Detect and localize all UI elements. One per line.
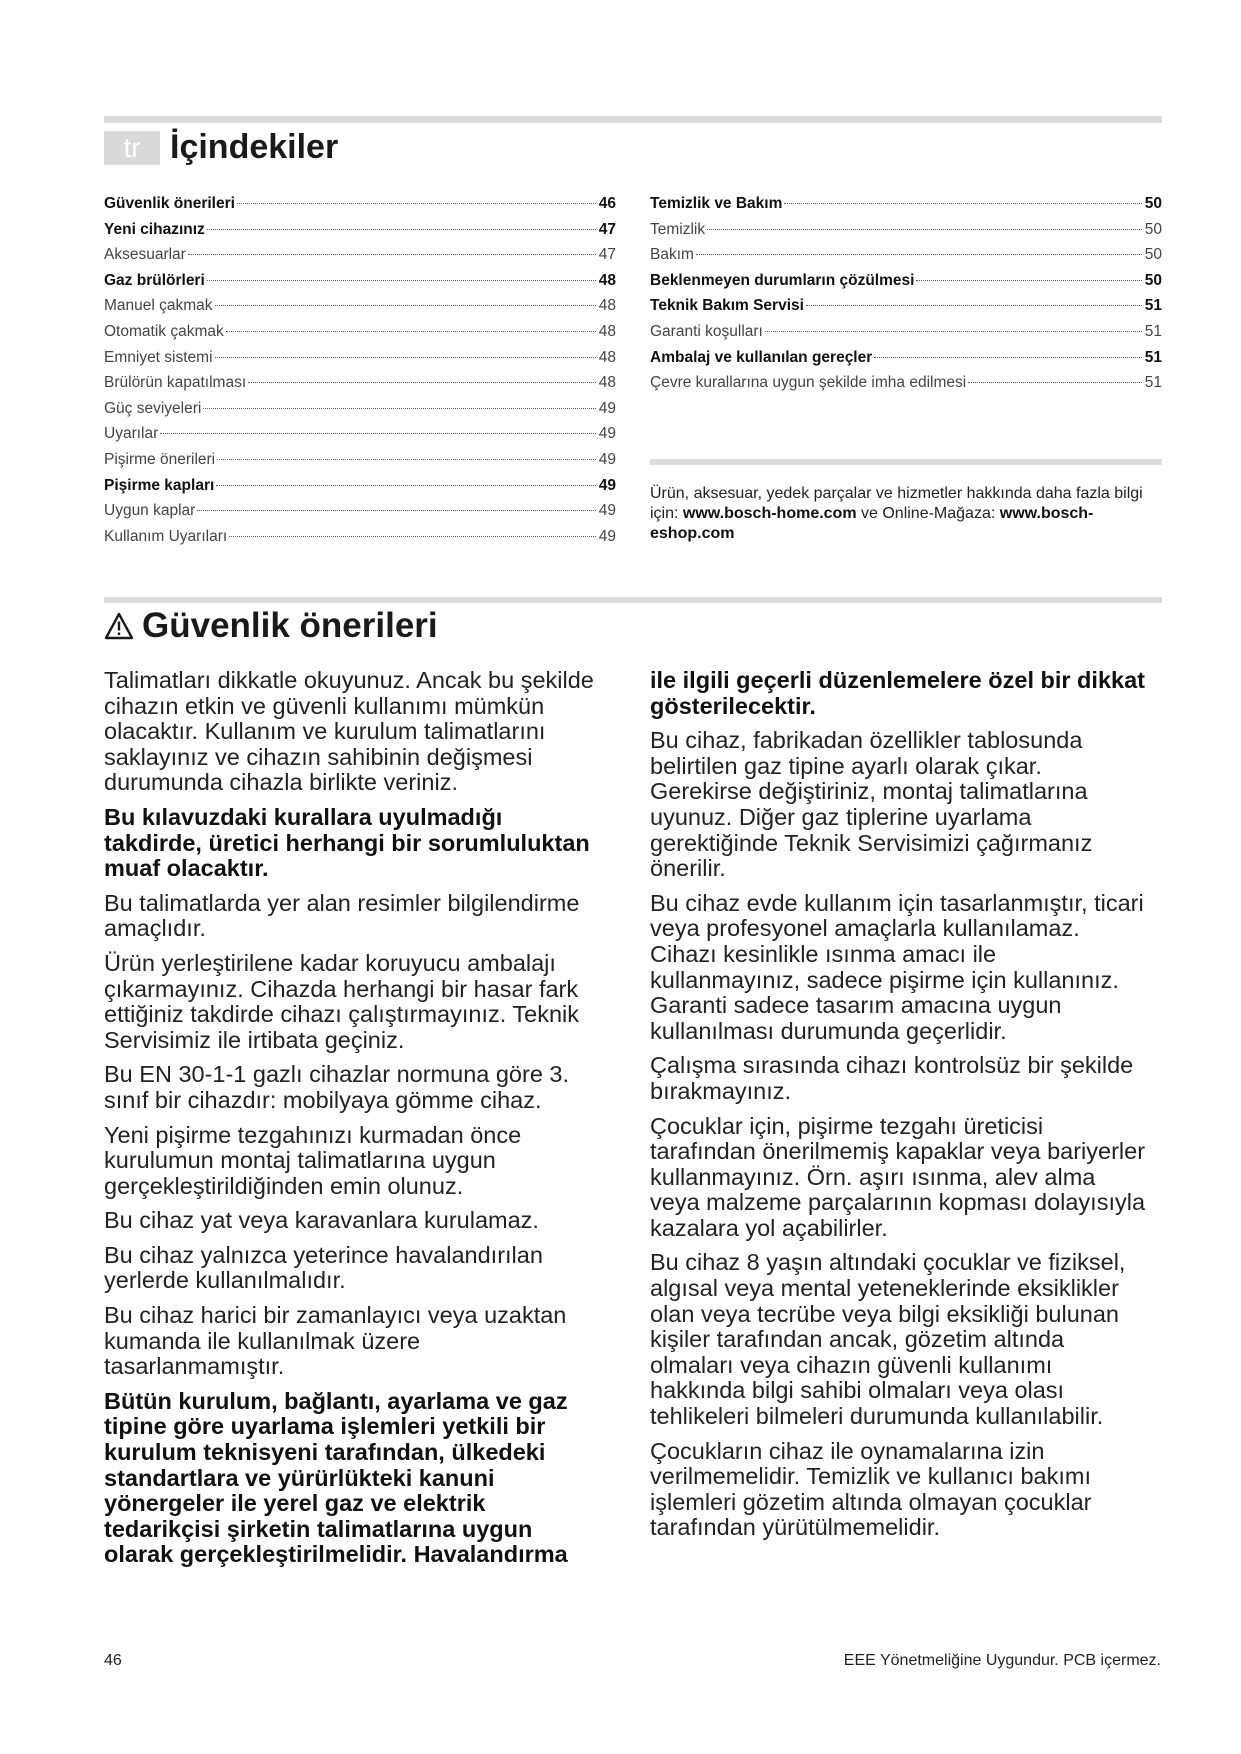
toc-entry-page: 48: [598, 348, 616, 366]
safety-heading: [104, 606, 438, 646]
toc-entry-page: 49: [598, 527, 616, 545]
toc-dot-leader: [207, 228, 596, 230]
paragraph: Çalışma sırasında cihazı kontrolsüz bir şekilde bırakmayınız.: [650, 1052, 1134, 1104]
toc-entry-page: 47: [598, 246, 616, 264]
toc-entry-label: Pişirme önerileri: [104, 450, 216, 468]
toc-entry-page: 50: [1144, 246, 1162, 264]
toc-dot-leader: [160, 432, 596, 434]
toc-entry-page: 49: [598, 450, 616, 468]
toc-entry-label: Otomatik çakmak: [104, 322, 224, 340]
toc-entry-page: 47: [598, 220, 616, 238]
toc-entry-label: Çevre kurallarına uygun şekilde imha edilmesi: [650, 374, 967, 392]
toc-entry-page: 48: [598, 374, 616, 392]
toc-entry-page: 50: [1144, 271, 1162, 289]
toc-dot-leader: [217, 458, 596, 460]
info-text: Ürün, aksesuar, yedek parçalar ve hizmetler hakkında daha fazla bilgi için:: [650, 485, 1143, 522]
toc-dot-leader: [916, 279, 1142, 281]
toc-entry[interactable]: [650, 319, 1162, 345]
toc-entry-page: 50: [1144, 195, 1162, 212]
paragraph: Bu cihaz 8 yaşın altındaki çocuklar ve fiziksel, algısal veya mental yeteneklerinde eksiklikler olan veya tecrübe veya bilgi eksikliği bulunan kişiler tarafından ancak, gözetim altında olmaları veya cihazın güvenli kullanımı hakkında bilgi sahibi olmaları veya olası tehlikeleri bilmeleri durumunda kullanılabilir.: [650, 1249, 1126, 1430]
toc-dot-leader: [207, 279, 596, 281]
toc-entry-label: Teknik Bakım Servisi: [650, 297, 804, 315]
toc-entry[interactable]: [104, 293, 616, 319]
toc-entry[interactable]: [104, 473, 616, 499]
toc-entry[interactable]: [104, 498, 616, 524]
toc-entry-label: Garanti koşulları: [650, 322, 763, 340]
toc-entry-label: Aksesuarlar: [104, 246, 186, 264]
toc-entry-page: 46: [598, 195, 616, 212]
toc-header: [104, 128, 338, 167]
toc-dot-leader: [229, 535, 596, 537]
toc-entry[interactable]: [650, 191, 1162, 217]
toc-entry-label: Ambalaj ve kullanılan gereçler: [650, 348, 873, 366]
toc-dot-leader: [248, 381, 596, 383]
toc-entry-label: Temizlik: [650, 220, 706, 238]
toc-entry-label: Güvenlik önerileri: [104, 195, 235, 212]
toc-entry-page: 50: [1144, 220, 1162, 238]
toc-entry[interactable]: [104, 242, 616, 268]
toc-entry-page: 49: [598, 476, 616, 494]
toc-entry-label: Yeni cihazınız: [104, 220, 205, 238]
warning-triangle-icon: [104, 612, 134, 640]
toc-entry-page: 48: [598, 297, 616, 315]
paragraph-bold: ile ilgili geçerli düzenlemelere özel bir dikkat gösterilecektir.: [650, 667, 1145, 719]
page-number: 46: [104, 1652, 122, 1669]
toc-entry-page: 49: [598, 399, 616, 417]
paragraph-bold: Bütün kurulum, bağlantı, ayarlama ve gaz tipine göre uyarlama işlemleri yetkili bir kurulum teknisyeni tarafından, ülkedeki standartlara ve yürürlükteki kanuni yönergeler ile yerel gaz ve elektrik tedarikçisi şirketin talimatlarına uygun olarak gerçekleştirilmelidir. Havalandırma: [104, 1387, 568, 1568]
toc-dot-leader: [226, 330, 596, 332]
paragraph: Çocukların cihaz ile oynamalarına izin verilmemelidir. Temizlik ve kullanıcı bakımı işlemleri gözetim altında olmayan çocuklar tarafından yürütülmemelidir.: [650, 1437, 1092, 1541]
toc-dot-leader: [707, 228, 1142, 230]
safety-top-rule: [104, 597, 1162, 603]
paragraph: Çocuklar için, pişirme tezgahı üreticisi tarafından önerilmemiş kapaklar veya bariyerler kullanmayınız. Örn. aşırı ısınma, alev alma veya malzeme parçalarının kopması dolayısıyla kazalara yol açabilirler.: [650, 1112, 1146, 1241]
info-text: ve Online-Mağaza:: [856, 505, 1000, 522]
toc-entry[interactable]: [650, 345, 1162, 371]
toc-entry[interactable]: [104, 319, 616, 345]
toc-entry-label: Emniyet sistemi: [104, 348, 213, 366]
toc-entry-label: Kullanım Uyarıları: [104, 527, 228, 545]
toc-entry-page: 51: [1144, 322, 1162, 340]
toc-entry[interactable]: [650, 268, 1162, 294]
paragraph: Bu cihaz evde kullanım için tasarlanmıştır, ticari veya profesyonel amaçlarla kullanılamaz. Cihazı kesinlikle ısınma amacı ile kullanmayınız, sadece pişirme için kullanınız. Garanti sadece tasarım amacına uygun kullanılması durumunda geçerlidir.: [650, 889, 1144, 1044]
toc-entry[interactable]: [104, 268, 616, 294]
toc-entry[interactable]: [104, 524, 616, 550]
bosch-home-link[interactable]: www.bosch-home.com: [682, 505, 857, 522]
page-title: İçindekiler: [170, 128, 339, 166]
toc-top-rule: [104, 116, 1162, 123]
toc-entry[interactable]: [104, 191, 616, 217]
paragraph-bold: Bu kılavuzdaki kurallara uyulmadığı takdirde, üretici herhangi bir sorumluluktan muaf olacaktır.: [104, 803, 590, 882]
toc-right-column: [650, 191, 1162, 396]
toc-entry[interactable]: [650, 370, 1162, 396]
toc-dot-leader: [215, 356, 596, 358]
toc-entry[interactable]: [650, 217, 1162, 243]
info-rule: [650, 459, 1162, 465]
paragraph: Talimatları dikkatle okuyunuz. Ancak bu şekilde cihazın etkin ve güvenli kullanımı mümkün olacaktır. Kullanım ve kurulum talimatlarını saklayınız ve cihazın sahibinin değişmesi durumunda cihazla birlikte veriniz.: [104, 667, 594, 796]
toc-left-column: [104, 191, 616, 549]
toc-entry[interactable]: [104, 396, 616, 422]
toc-dot-leader: [784, 202, 1142, 204]
toc-entry[interactable]: [104, 345, 616, 371]
toc-entry-page: 48: [598, 271, 616, 289]
language-badge: tr: [104, 131, 160, 165]
toc-dot-leader: [874, 356, 1142, 358]
paragraph: Bu cihaz harici bir zamanlayıcı veya uzaktan kumanda ile kullanılmak üzere tasarlanmamıştır.: [104, 1302, 567, 1380]
toc-entry[interactable]: [650, 293, 1162, 319]
toc-entry[interactable]: [104, 217, 616, 243]
toc-dot-leader: [806, 304, 1142, 306]
toc-entry-page: 51: [1144, 374, 1162, 392]
toc-entry-label: Beklenmeyen durumların çözülmesi: [650, 271, 915, 289]
toc-entry-label: Güç seviyeleri: [104, 399, 202, 417]
safety-left-column: [104, 668, 604, 1577]
toc-dot-leader: [203, 407, 596, 409]
toc-entry-label: Brülörün kapatılması: [104, 374, 247, 392]
toc-entry-label: Pişirme kapları: [104, 476, 215, 494]
paragraph: Bu cihaz yat veya karavanlara kurulamaz.: [104, 1207, 539, 1234]
toc-entry-label: Uyarılar: [104, 425, 159, 443]
toc-entry-page: 51: [1144, 348, 1162, 366]
toc-entry-label: Gaz brülörleri: [104, 271, 205, 289]
toc-entry-page: 49: [598, 502, 616, 520]
toc-dot-leader: [197, 509, 596, 511]
toc-entry[interactable]: [104, 447, 616, 473]
toc-entry[interactable]: [650, 242, 1162, 268]
paragraph: Yeni pişirme tezgahınızı kurmadan önce kurulumun montaj talimatlarına uygun gerçekleştirildiğinden emin olunuz.: [104, 1121, 522, 1199]
footer-note: EEE Yönetmeliğine Uygundur. PCB içermez.: [843, 1652, 1161, 1669]
toc-entry-label: Temizlik ve Bakım: [650, 195, 783, 212]
paragraph: Bu cihaz, fabrikadan özellikler tablosunda belirtilen gaz tipine ayarlı olarak çıkar. Gerekirse değiştiriniz, montaj talimatlarına uyunuz. Diğer gaz tiplerine uyarlama gerektiğinde Teknik Servisimizi çağırmanız önerilir.: [650, 727, 1093, 882]
toc-dot-leader: [765, 330, 1142, 332]
toc-dot-leader: [696, 253, 1142, 255]
toc-entry-label: Uygun kaplar: [104, 502, 196, 520]
toc-entry-page: 48: [598, 322, 616, 340]
toc-dot-leader: [968, 381, 1142, 383]
paragraph: Ürün yerleştirilene kadar koruyucu ambalajı çıkarmayınız. Cihazda herhangi bir hasar fark ettiğiniz takdirde cihazı çalıştırmayınız. Teknik Servisimiz ile irtibata geçiniz.: [104, 949, 579, 1053]
safety-right-column: [650, 668, 1150, 1550]
toc-entry[interactable]: [104, 370, 616, 396]
toc-dot-leader: [215, 304, 596, 306]
paragraph: Bu talimatlarda yer alan resimler bilgilendirme amaçlıdır.: [104, 889, 580, 942]
info-note: [650, 484, 1150, 544]
bosch-eshop-link[interactable]: www.bosch-eshop.com: [650, 505, 1094, 542]
toc-dot-leader: [216, 484, 596, 486]
toc-entry-label: Bakım: [650, 246, 694, 264]
paragraph: Bu cihaz yalnızca yeterince havalandırılan yerlerde kullanılmalıdır.: [104, 1241, 543, 1294]
toc-dot-leader: [188, 253, 596, 255]
toc-entry-page: 49: [598, 425, 616, 443]
toc-entry-page: 51: [1144, 297, 1162, 315]
section-title: Güvenlik önerileri: [142, 606, 438, 645]
paragraph: Bu EN 30-1-1 gazlı cihazlar normuna göre 3. sınıf bir cihazdır: mobilyaya gömme cihaz.: [104, 1061, 570, 1113]
toc-dot-leader: [237, 202, 596, 204]
toc-entry-label: Manuel çakmak: [104, 297, 213, 315]
toc-entry[interactable]: [104, 421, 616, 447]
